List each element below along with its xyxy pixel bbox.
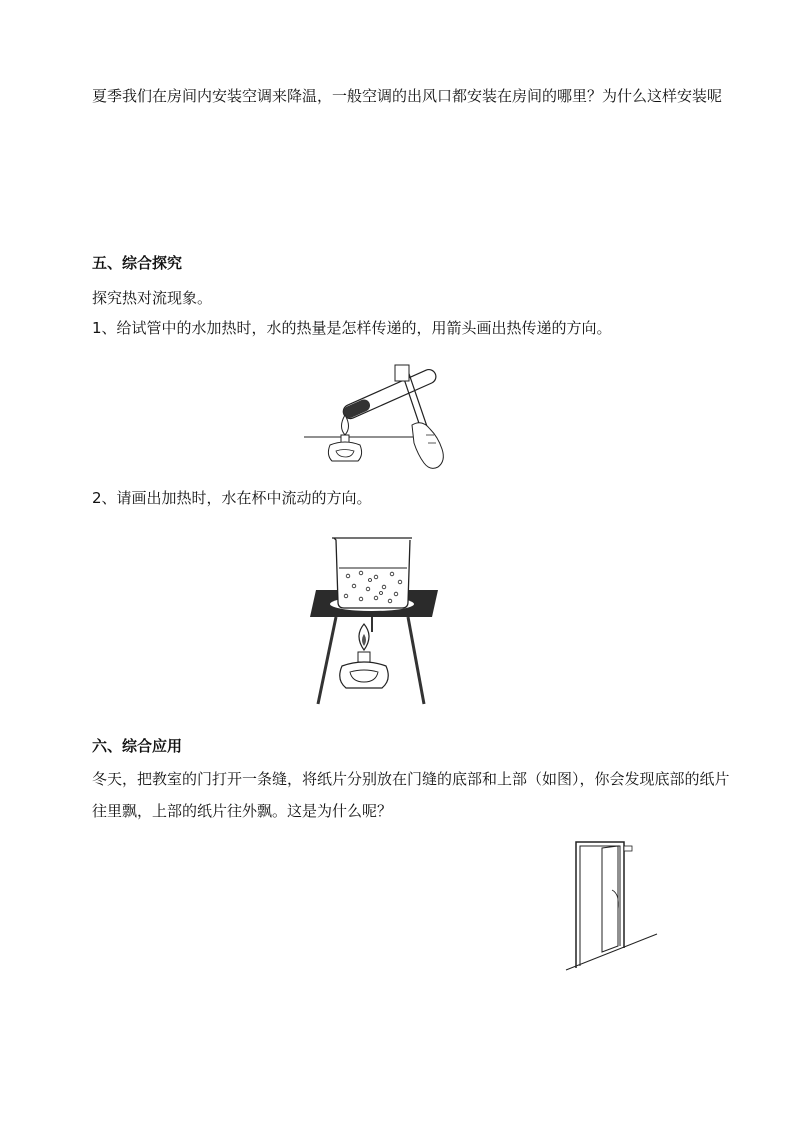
intro-question: 夏季我们在房间内安装空调来降温，一般空调的出风口都安装在房间的哪里？为什么这样安装呢 [92,87,723,105]
door-figure [562,840,662,975]
section-5-title: 五、综合探究 [92,254,183,272]
question-2: 2、请画出加热时，水在杯中流动的方向。 [92,489,372,507]
beaker-figure [306,532,442,707]
section-6-title: 六、综合应用 [92,737,183,755]
section-5-intro: 探究热对流现象。 [92,289,213,307]
section-6-text: 冬天，把教室的门打开一条缝，将纸片分别放在门缝的底部和上部（如图），你会发现底部的纸片往里飘，上部的纸片往外飘。这是为什么呢？ [92,770,730,820]
question-1: 1、给试管中的水加热时，水的热量是怎样传递的，用箭头画出热传递的方向。 [92,319,612,337]
test-tube-figure [300,355,465,480]
